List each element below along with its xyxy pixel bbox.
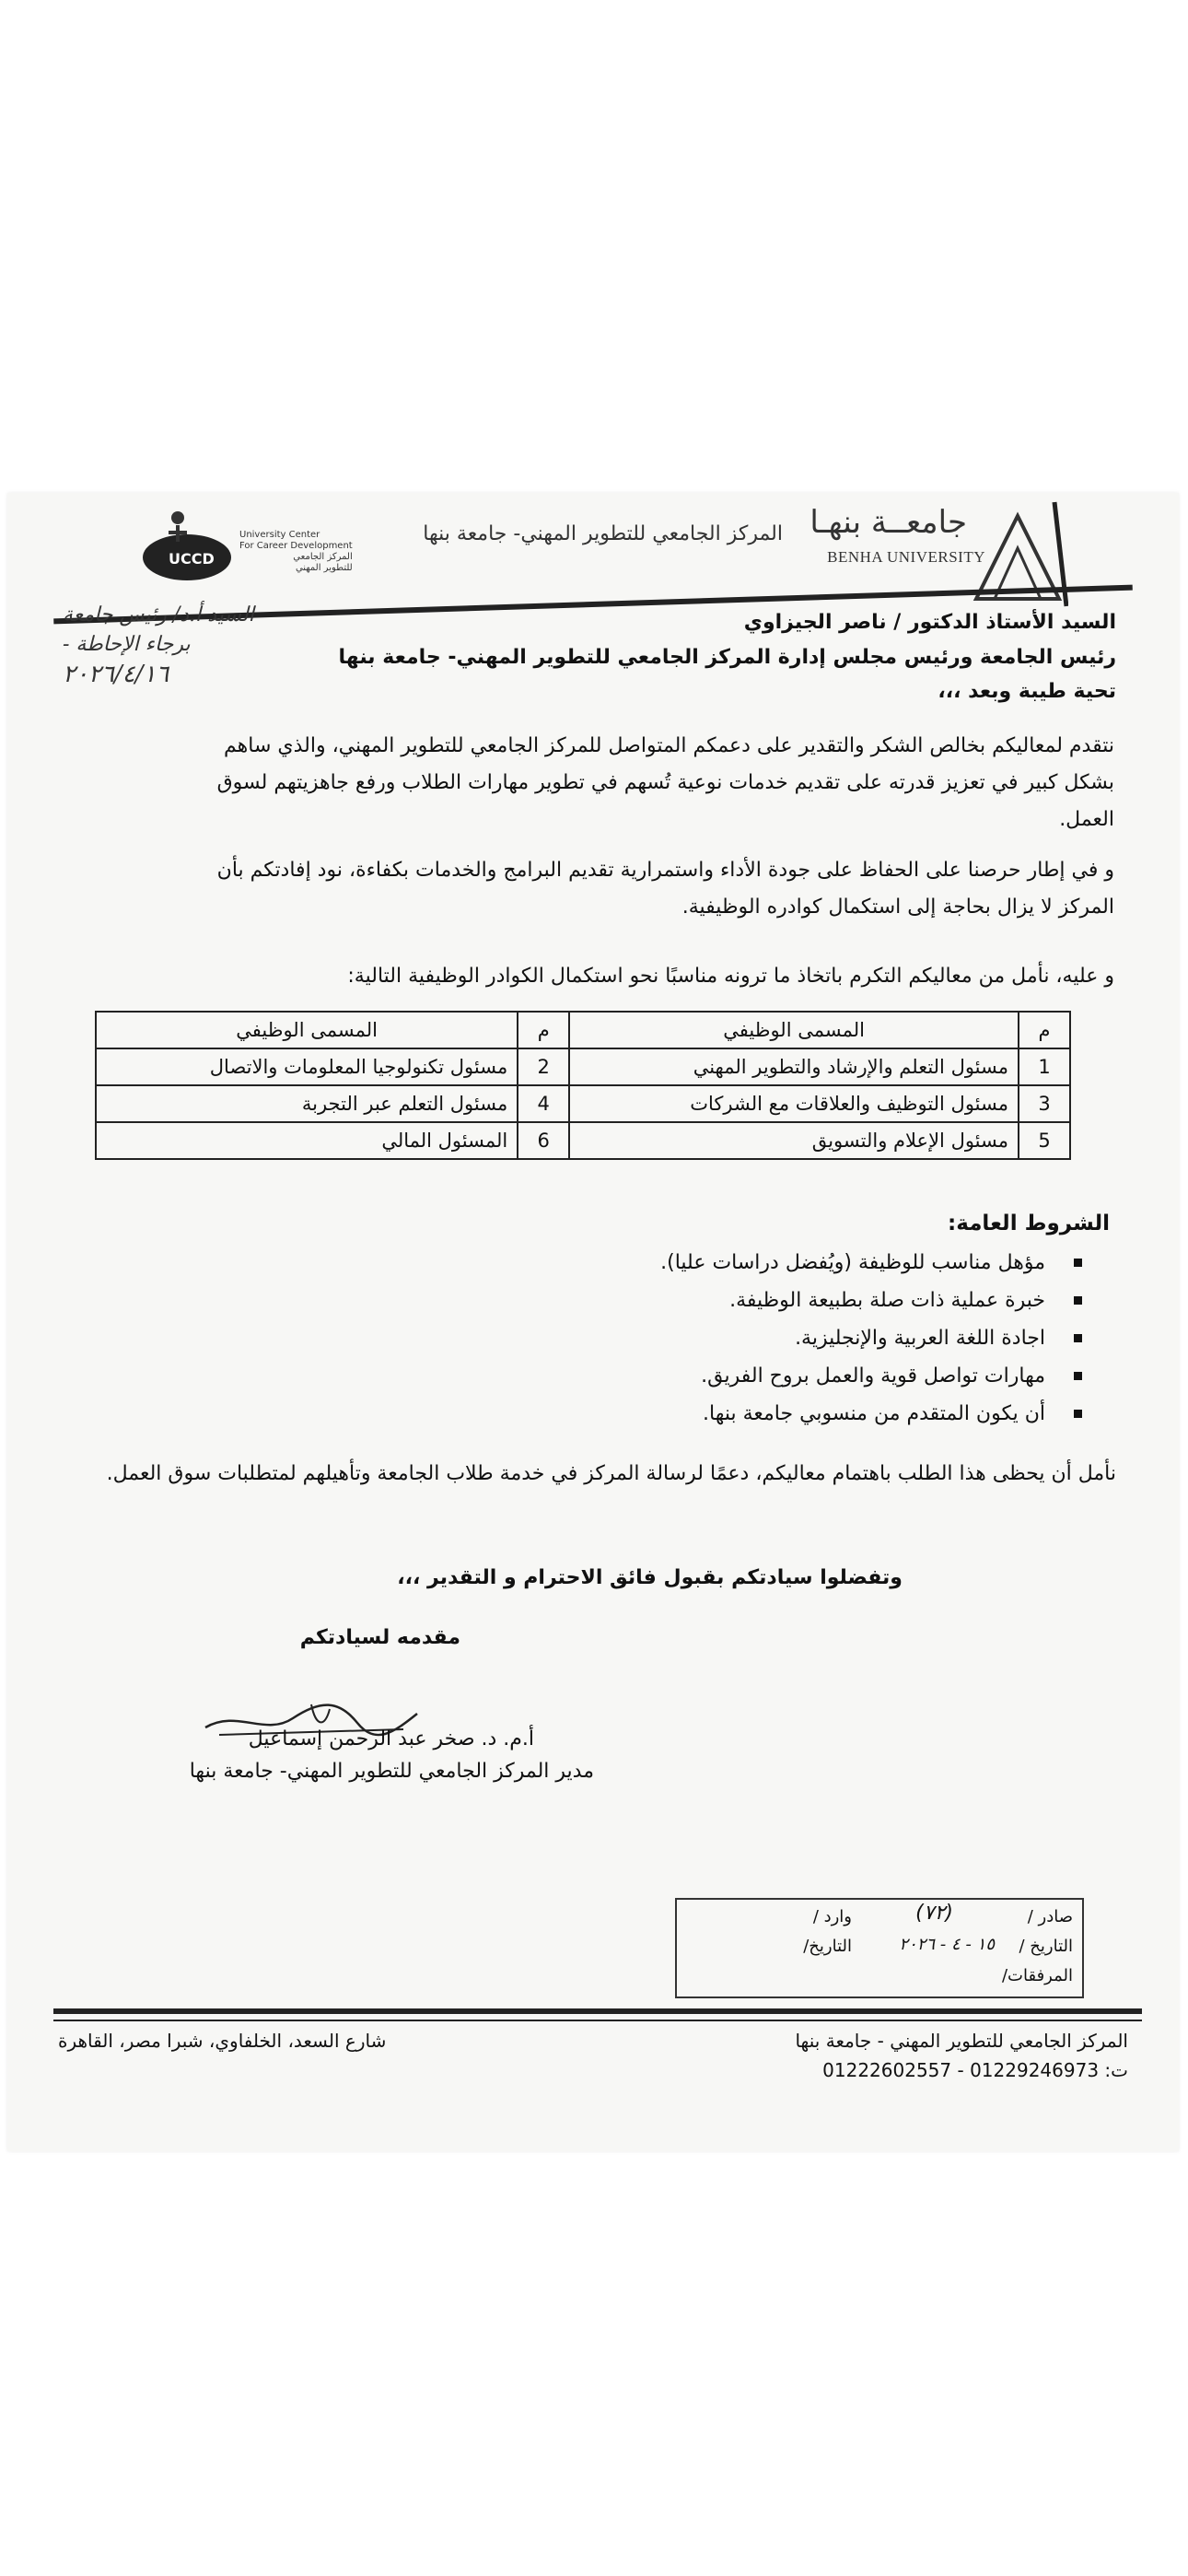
center-name-header: المركز الجامعي للتطوير المهني- جامعة بنها — [423, 522, 783, 545]
table-header-title: المسمى الوظيفي — [96, 1012, 518, 1048]
job-number: 1 — [1019, 1048, 1070, 1085]
signer-name: أ.م. د. صخر عبد الرحمن إسماعيل — [248, 1727, 534, 1751]
list-item: أن يكون المتقدم من منسوبي جامعة بنها. — [660, 1395, 1082, 1433]
logo-en-line1: University Center — [239, 530, 320, 540]
job-number: 6 — [518, 1122, 569, 1159]
job-number: 5 — [1019, 1122, 1070, 1159]
date-value: ١٥ - ٤ - ٢٠٢٦ — [899, 1935, 995, 1954]
table-row — [96, 1122, 1070, 1159]
job-title: مسئول تكنولوجيا المعلومات والاتصال — [96, 1048, 518, 1085]
closing-paragraph: نأمل أن يحظى هذا الطلب باهتمام معاليكم، دعمًا لرسالة المركز في خدمة طلاب الجامعة وتأهيلهم لمتطلبات سوق العمل. — [106, 1462, 1116, 1485]
job-number: 2 — [518, 1048, 569, 1085]
table-header-title: المسمى الوظيفي — [569, 1012, 1019, 1048]
uccd-logo-icon — [136, 507, 238, 594]
table-header-row — [96, 1012, 1070, 1048]
table-header-num: م — [1019, 1012, 1070, 1048]
logo-en-line2: For Career Development — [239, 541, 353, 551]
incoming-label: وارد / — [812, 1907, 852, 1926]
table-row — [96, 1048, 1070, 1085]
handwritten-note-line1: السيد أ.د/ رئيس جامعة — [63, 603, 254, 626]
table-row — [96, 1085, 1070, 1122]
footer-org: المركز الجامعي للتطوير المهني - جامعة بنها — [795, 2030, 1128, 2052]
logo-ar-line2: للتطوير المهني — [295, 563, 353, 573]
table-header-num: م — [518, 1012, 569, 1048]
job-title: مسئول التوظيف والعلاقات مع الشركات — [569, 1085, 1019, 1122]
paragraph-request: و عليه، نأمل من معاليكم التكرم باتخاذ ما ترونه مناسبًا نحو استكمال الكوادر الوظيفية التالية: — [347, 965, 1114, 988]
submitted-by: مقدمه لسيادتكم — [299, 1626, 460, 1649]
job-title: مسئول الإعلام والتسويق — [569, 1122, 1019, 1159]
list-item: خبرة عملية ذات صلة بطبيعة الوظيفة. — [660, 1282, 1082, 1319]
university-name-en: BENHA UNIVERSITY — [827, 548, 985, 566]
handwritten-note-date: ٢٠٢٦/٤/١٦ — [63, 661, 169, 688]
regards-line: وتفضلوا سيادتكم بقبول فائق الاحترام و التقدير ،،، — [397, 1566, 903, 1589]
logo-ar-line1: المركز الجامعي — [293, 552, 353, 562]
handwritten-note-line2: برجاء الإحاطة - — [63, 633, 191, 656]
list-item: مهارات تواصل قوية والعمل بروح الفريق. — [660, 1357, 1082, 1395]
logo-abbr: UCCD — [169, 550, 215, 568]
addressee-title: رئيس الجامعة ورئيس مجلس إدارة المركز الجامعي للتطوير المهني- جامعة بنها — [338, 646, 1116, 669]
conditions-title: الشروط العامة: — [948, 1212, 1110, 1235]
footer-divider-thin — [53, 2020, 1142, 2021]
list-item: اجادة اللغة العربية والإنجليزية. — [660, 1319, 1082, 1357]
issued-label: صادر / — [1027, 1907, 1073, 1926]
list-item: مؤهل مناسب للوظيفة (ويُفضل دراسات عليا). — [660, 1244, 1082, 1282]
conditions-list — [660, 1244, 1082, 1433]
document-page — [7, 493, 1179, 2151]
jobs-table — [95, 1011, 1071, 1160]
reference-box — [675, 1898, 1084, 1998]
issued-value: (٧٢) — [915, 1902, 953, 1925]
signer-title: مدير المركز الجامعي للتطوير المهني- جامعة بنها — [189, 1760, 594, 1783]
job-number: 4 — [518, 1085, 569, 1122]
date-label-2: التاريخ/ — [803, 1937, 852, 1956]
job-title: مسئول التعلم والإرشاد والتطوير المهني — [569, 1048, 1019, 1085]
addressee-name: السيد الأستاذ الدكتور / ناصر الجيزاوي — [743, 611, 1116, 634]
date-label: التاريخ / — [1019, 1937, 1073, 1956]
job-number: 3 — [1019, 1085, 1070, 1122]
job-title: مسئول التعلم عبر التجربة — [96, 1085, 518, 1122]
greeting: تحية طيبة وبعد ،،، — [938, 680, 1116, 703]
university-name-ar: جامعــة بنهـا — [809, 504, 967, 541]
job-title: المسئول المالي — [96, 1122, 518, 1159]
footer-phone: ت: 01229246973 - 01222602557 — [822, 2059, 1128, 2081]
paragraph-thanks: نتقدم لمعاليكم بخالص الشكر والتقدير على دعمكم المتواصل للمركز الجامعي للتطوير المهني، والذي ساهم بشكل كبير في تعزيز قدرته على تقديم خدمات نوعية تُسهم في تطوير مهارات الطلاب ورفع جاهزيتهم لسوق العمل. — [216, 734, 1114, 831]
paragraph-need: و في إطار حرصنا على الحفاظ على جودة الأداء واستمرارية تقديم البرامج والخدمات بكفاءة، نود إفادتكم بأن المركز لا يزال بحاجة إلى استكمال كوادره الوظيفية. — [216, 859, 1114, 919]
footer-address: شارع السعد، الخلفاوي، شبرا مصر، القاهرة — [58, 2030, 387, 2052]
footer-divider — [53, 2008, 1142, 2014]
attachments-label: المرفقات/ — [1001, 1966, 1073, 1985]
uccd-logo — [136, 507, 367, 594]
